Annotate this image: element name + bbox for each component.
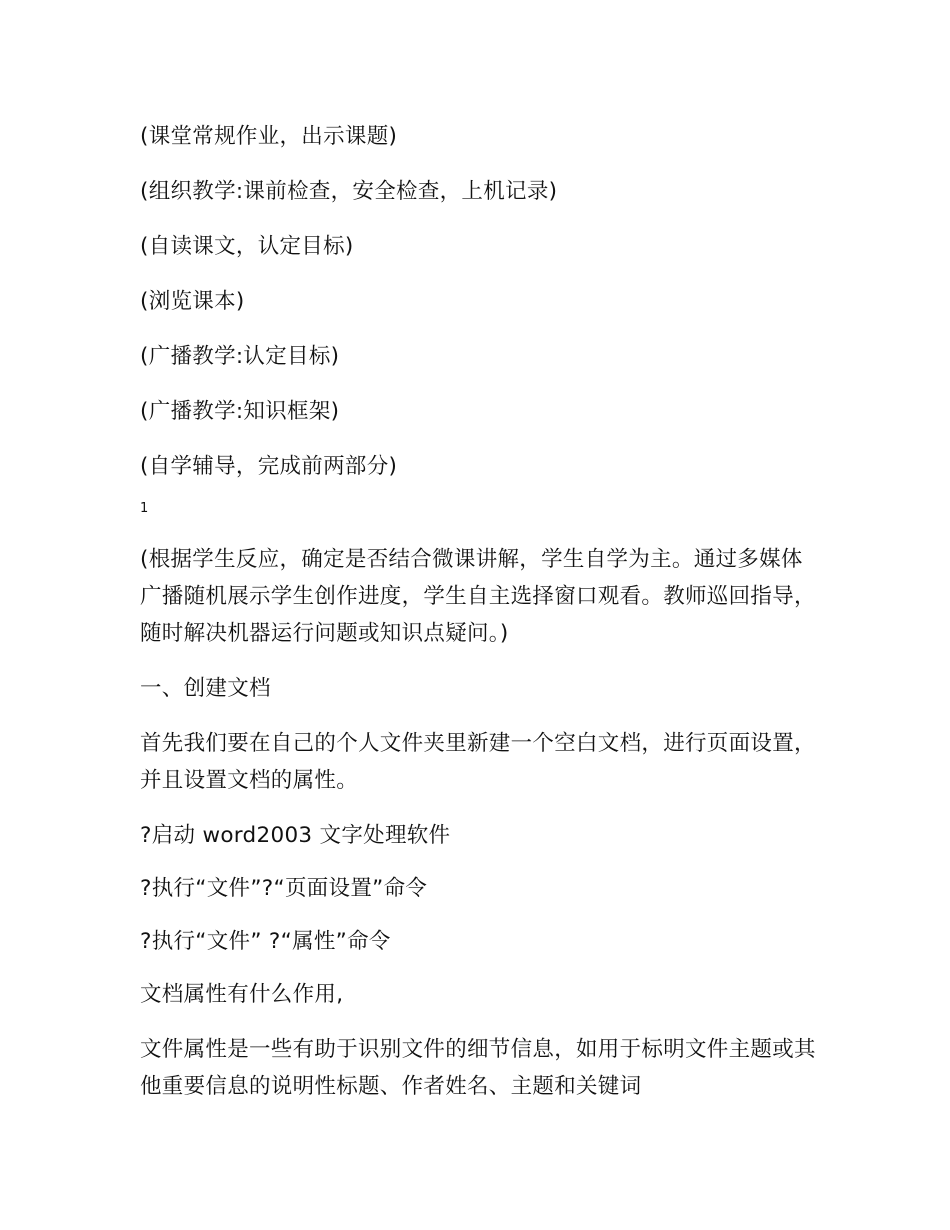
document-body	[140, 118, 820, 1123]
question-document-properties: 文档属性有什么作用,	[140, 982, 344, 1007]
paragraph-self-study-guidance: (自学辅导，完成前两部分)	[140, 454, 398, 479]
page-marker-number: 1	[140, 501, 149, 516]
paragraph-routine-assignment: (课堂常规作业，出示课题)	[140, 124, 398, 149]
section-heading-create-document: 一、创建文档	[140, 676, 271, 701]
paragraph-organize-teaching: (组织教学:课前检查，安全检查，上机记录)	[140, 179, 558, 204]
paragraph-broadcast-goals: (广播教学:认定目标)	[140, 344, 340, 369]
paragraph-create-blank-document: 首先我们要在自己的个人文件夹里新建一个空白文档，进行页面设置，并且设置文档的属性。	[140, 731, 816, 793]
step-page-setup: ?执行“文件”?“页面设置”命令	[140, 876, 428, 901]
paragraph-broadcast-framework: (广播教学:知识框架)	[140, 399, 340, 424]
paragraph-browse-textbook: (浏览课本)	[140, 289, 245, 314]
paragraph-student-response-note: (根据学生反应，确定是否结合微课讲解，学生自学为主。通过多媒体广播随机展示学生创作进度，学生自主选择窗口观看。教师巡回指导，随时解决机器运行问题或知识点疑问。)	[140, 547, 816, 646]
paragraph-properties-explanation: 文件属性是一些有助于识别文件的细节信息，如用于标明文件主题或其他重要信息的说明性标题、作者姓名、主题和关键词	[140, 1037, 816, 1099]
paragraph-self-reading: (自读课文，认定目标)	[140, 234, 354, 259]
step-launch-word: ?启动 word2003 文字处理软件	[140, 823, 451, 848]
step-properties: ?执行“文件” ?“属性”命令	[140, 929, 391, 954]
